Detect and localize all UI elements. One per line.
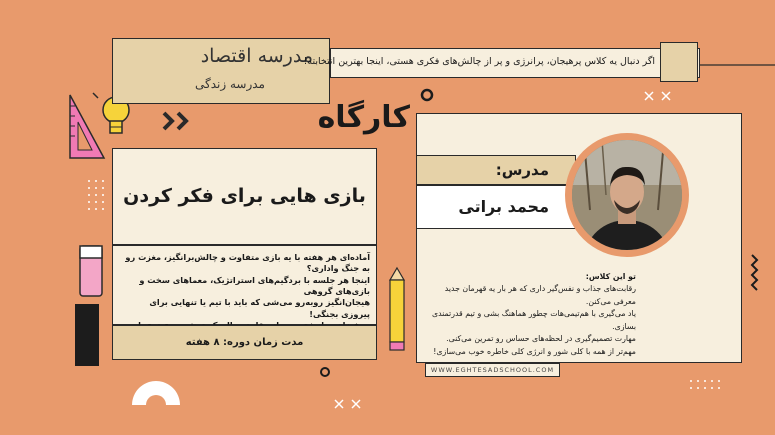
ring-shape [321, 368, 329, 376]
benefit-item: مهم‌تر از همه با کلی شور و انرژی کلی خاطره خوب می‌سازی! [433, 346, 636, 356]
teacher-name-box [416, 185, 576, 229]
triangle-ruler-icon [70, 95, 104, 158]
black-bar-shape [75, 304, 99, 366]
person-portrait-icon [572, 140, 682, 250]
eraser-icon [80, 246, 102, 296]
teacher-name: محمد براتی [458, 197, 549, 216]
banner-text: اگر دنبال یه کلاس پرهیجان، پرانرژی و پر از چالش‌های فکری هستی، اینجا بهترین انتخابته! [303, 56, 655, 67]
course-title-box [112, 148, 377, 245]
corner-decoration-box [660, 42, 698, 82]
website-link[interactable]: WWW.EGHTESADSCHOOL.COM [430, 366, 555, 374]
top-banner [303, 48, 700, 78]
zigzag-shape [752, 255, 757, 290]
pencil-icon [390, 268, 404, 350]
teacher-photo [572, 140, 682, 250]
benefit-item: یاد می‌گیری با هم‌تیمی‌هات چطور هماهنگ بشی و تیم قدرتمندی بسازی. [431, 309, 636, 331]
description-line: هیجان‌انگیز روبه‌رو می‌شی که باید با تیم یا تنهایی برای پیروزی بجنگی! [149, 297, 370, 319]
benefit-item: مهارت تصمیم‌گیری در لحظه‌های حساس رو تمرین می‌کنی. [446, 334, 636, 344]
ring-shape [422, 90, 432, 100]
benefits-intro: تو این کلاس: [585, 272, 636, 281]
teacher-label: مدرس: [495, 161, 549, 179]
course-description-box [112, 245, 377, 325]
duration-text: مدت زمان دوره: ۸ هفته [185, 337, 304, 348]
logo-main-text: مدرسه اقتصاد [200, 45, 313, 67]
website-bar[interactable] [425, 363, 560, 377]
logo-sub-text: مدرسه زندگی [195, 77, 265, 91]
teacher-label-box [416, 155, 576, 185]
logo-box [112, 38, 330, 104]
half-circle-shape [132, 381, 180, 405]
description-line: اینجا هر جلسه با بردگیم‌های استراتژیک، معماهای سخت و بازی‌های گروهی [139, 274, 370, 296]
description-line: آماده‌ای هر هفته با یه بازی متفاوت و چالش‌برانگیز، مغزت رو به جنگ واداری؟ [125, 252, 370, 274]
benefits-list [426, 271, 636, 358]
dot-grid [690, 380, 720, 389]
workshop-title: کارگاه [317, 100, 410, 135]
benefit-item: رقابت‌های جذاب و نفس‌گیر داری که هر بار یه قهرمان جدید معرفی می‌کنن. [444, 284, 636, 306]
dot-grid [88, 180, 104, 210]
duration-box [112, 325, 377, 360]
course-title: بازی هایی برای فکر کردن [123, 185, 366, 207]
double-chevron-icon [164, 113, 186, 129]
